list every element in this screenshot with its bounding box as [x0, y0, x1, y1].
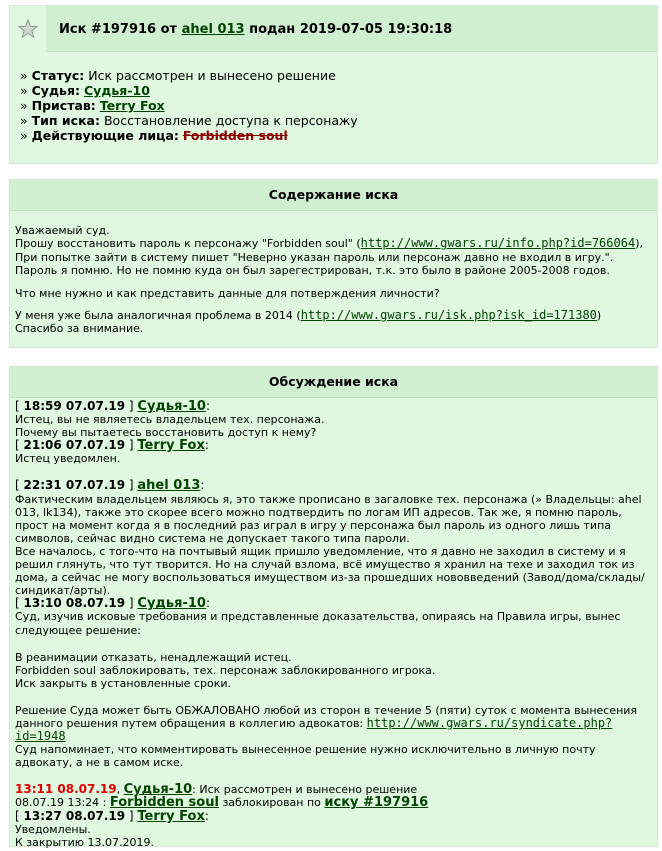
- user-link[interactable]: Судья-10: [137, 596, 206, 612]
- content-body: Уважаемый суд. Прошу восстановить пароль к персонажу "Forbidden soul" (http://www.gwars.ru/info.php?id=766064), При попытке зайти в систему пишет "Неверно указан пароль или персонаж давно не входил в игру.". Пароль я помню. Но не помню куда он был зарегестрирован, т.к. это было в районе 2005-2008 годов. Что мне нужно и как представить данные для потверждения личности? У меня уже была аналогичная проблема в 2014 (http://www.gwars.ru/isk.php?isk_id=171380) Спасибо за внимание.: [15, 224, 643, 336]
- user-link[interactable]: Terry Fox: [137, 438, 205, 454]
- page-title: [59, 22, 452, 37]
- event-row: 13:11 08.07.19, Судья-10: Иск рассмотрен и вынесено решение: [15, 782, 418, 798]
- status-value: Иск рассмотрен и вынесено решение: [88, 68, 336, 83]
- claim-header: [9, 5, 658, 164]
- parties-row: » Действующие лица: Forbidden soul: [20, 128, 288, 143]
- discussion-title: Обсуждение иска: [10, 367, 657, 398]
- title-prefix: Иск #197916 от: [59, 22, 178, 37]
- type-value: Восстановление доступа к персонажу: [103, 113, 358, 128]
- syndicate-link[interactable]: http://www.gwars.ru/syndicate.php?id=1948: [15, 715, 613, 744]
- type-row: » Тип иска: Восстановление доступа к персонажу: [20, 113, 358, 128]
- post-header: [ 21:06 07.07.19 ] Terry Fox:: [15, 438, 209, 454]
- user-link[interactable]: Судья-10: [123, 782, 193, 798]
- star-cell: [10, 6, 47, 51]
- plaintiff-link[interactable]: ahel 013: [181, 22, 245, 37]
- info-link[interactable]: http://www.gwars.ru/info.php?id=766064: [360, 236, 636, 251]
- bailiff-row: » Пристав: Terry Fox: [20, 98, 165, 113]
- user-link[interactable]: Судья-10: [137, 399, 206, 414]
- post-header: [ 13:10 08.07.19 ] Судья-10:: [15, 596, 211, 612]
- title-suffix: подан 2019-07-05 19:30:18: [249, 22, 453, 37]
- post-header: [ 18:59 07.07.19 ] Судья-10:: [15, 399, 211, 414]
- user-link[interactable]: Terry Fox: [137, 808, 205, 824]
- post-header: [ 22:31 07.07.19 ] ahel 013:: [15, 478, 205, 494]
- isk-link[interactable]: http://www.gwars.ru/isk.php?isk_id=171380: [300, 308, 597, 323]
- judge-row: » Судья: Судья-10: [20, 83, 150, 98]
- bailiff-link[interactable]: Terry Fox: [99, 98, 165, 113]
- claim-info: [20, 68, 358, 143]
- event-row: 08.07.19 13:24 : Forbidden soul заблокирован по иску #197916: [15, 795, 429, 811]
- user-link[interactable]: Forbidden soul: [109, 795, 219, 811]
- claim-content: [9, 179, 658, 348]
- content-title: Содержание иска: [10, 180, 657, 211]
- status-row: » Статус: Иск рассмотрен и вынесено решение: [20, 68, 336, 83]
- user-link[interactable]: ahel 013: [137, 478, 201, 494]
- judge-link[interactable]: Судья-10: [83, 83, 150, 98]
- star-icon: [17, 18, 39, 40]
- party-link[interactable]: Forbidden soul: [182, 128, 288, 143]
- claim-discussion: [9, 366, 658, 847]
- post-header: [ 13:27 08.07.19 ] Terry Fox:: [15, 808, 209, 824]
- claim-link[interactable]: иску #197916: [324, 795, 429, 811]
- discussion-body: [ 18:59 07.07.19 ] Судья-10: Истец, вы не являетесь владельцем тех. персонажа. Почему вы пытаетесь восстановить доступ к нему? [ 21:06 07.07.19 ] Terry Fox: Истец уведомлен. [ 22:31 07.07.19 ] ahel 013: Фактическим владельцем являюсь я, это также прописано в загаловке тех. персонажа (» Владельцы: ahel 013, lk134), также это скорее всего можно подтвердить по логам ИП адресов. Так же, я помню пароль, прост на момент когда я в последний раз играл в игру у персонажа был пароль из одного лишь типа символов, сейчас видно система не допускает такого типа пароли. Все началось, с того-что на почтывый ящик пришло уведомление, что я давно не заходил в систему и я решил глянуть, что тут творится. Но на случай взлома, всё имущество я хранил на техе и заходил ток из дома, а сейчас не могу воспользоваться имуществом из-за прошедших нововведений (Завод/дома/склады/синдикат/арты). [ 13:10 08.07.19 ] Судья-10: Суд, изучив исковые требования и представленные доказательства, опираясь на Правила игры, вынес следующее решение: В реанимации отказать, ненадлежащий истец. Forbidden soul заблокировать, тех. персонаж заблокированного игрока. Иск закрыть в установленные сроки. Решение Суда может быть ОБЖАЛОВАНО любой из сторон в течение 5 (пяти) суток с момента вынесения данного решения путем обращения в коллегию адвокатов: http://www.gwars.ru/syndicate.php?id=1948 Суд напоминает, что комментировать вынесенное решение нужно исключительно в личную почту адвокату, а не в самом иске. 13:11 08.07.19, Судья-10: Иск рассмотрен и вынесено решение 08.07.19 13:24 : Forbidden soul заблокирован по иску #197916 [ 13:27 08.07.19 ] Terry Fox: Уведомлены. К закрытию 13.07.2019.: [15, 400, 650, 849]
